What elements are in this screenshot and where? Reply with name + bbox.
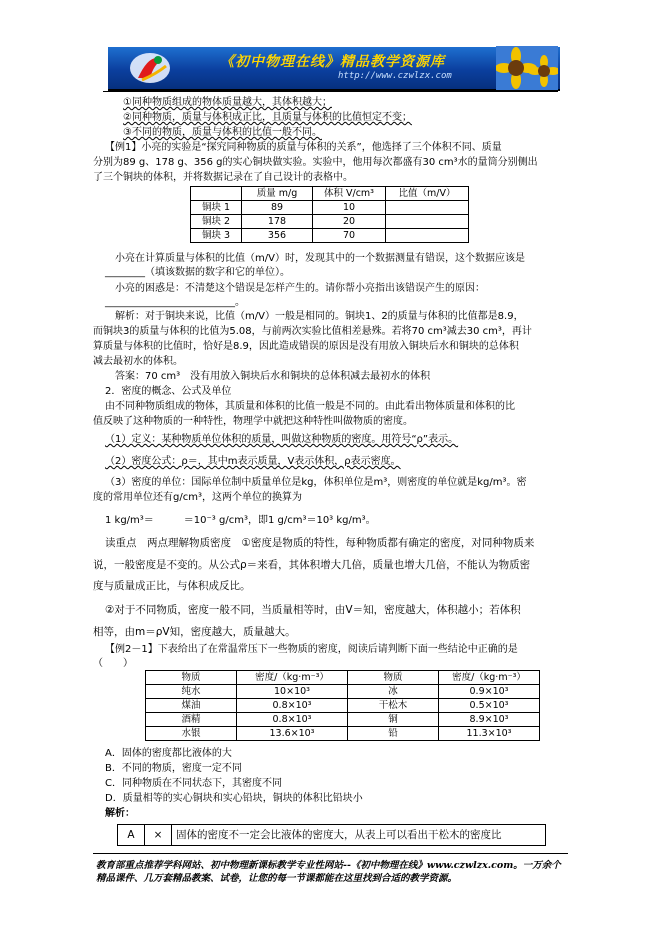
table-header-cell: 比值（m/V）	[386, 187, 469, 201]
table-cell: 8.9×10³	[439, 713, 540, 727]
table-cell: 356	[242, 229, 313, 243]
table-header-cell: 质量 m/g	[242, 187, 313, 201]
table-row	[146, 685, 540, 699]
table-row	[146, 727, 540, 741]
table-cell: 11.3×10³	[439, 727, 540, 741]
analysis-line-3: 算质量与体积的比值时，恰好是8.9，因此造成错误的原因是没有用放入铜块后水和铜块的总体积	[93, 341, 519, 352]
table-header-cell: 物质	[146, 671, 237, 685]
table-header-cell: 密度/（kg·m⁻³）	[237, 671, 348, 685]
analysis-line-4: 减去最初水的体积。	[93, 356, 183, 367]
table-cell: 70	[313, 229, 386, 243]
copper-block-table	[190, 186, 469, 243]
table-cell: 10×10³	[237, 685, 348, 699]
example-1-line-3: 了三个铜块的体积，并将数据记录在了自己设计的表格中。	[93, 172, 353, 183]
analysis-line-1: 解析：对于铜块来说，比值（m/V）一般是相同的。铜块1、2的质量与体积的比值都是8.9，	[115, 311, 524, 322]
paragraph-line-2: 值反映了这种物质的一种特性，物理学中就把这种特性叫做物质的密度。	[93, 416, 413, 427]
table-row	[191, 215, 469, 229]
definition-line: （1）定义：某种物质单位体积的质量，叫做这种物质的密度。用符号“ρ”表示。	[105, 434, 459, 445]
example-1-line-2: 分别为89 g、178 g、356 g的实心铜块做实验。实验中，他用每次都盛有30 cm³水的量筒分别侧出	[93, 157, 538, 168]
table-cell: 20	[313, 215, 386, 229]
table-cell: 0.8×10³	[237, 699, 348, 713]
section-2-heading: 2．密度的概念、公式及单位	[105, 386, 232, 397]
banner-url[interactable]: http://www.czwlzx.com	[338, 71, 452, 81]
option-c: C．同种物质在不同状态下，其密度不同	[105, 778, 282, 789]
table-cell: ×	[145, 825, 172, 846]
conversion-line: 1 kg/m³＝ ＝10⁻³ g/cm³，即1 g/cm³＝10³ kg/m³。	[105, 515, 376, 526]
header-divider	[103, 91, 558, 92]
table-cell: 0.5×10³	[439, 699, 540, 713]
table-header-row	[146, 671, 540, 685]
table-cell: 铜块 1	[191, 201, 242, 215]
table-header-cell: 物质	[348, 671, 439, 685]
analysis-line-2: 而铜块3的质量与体积的比值为5.08，与前两次实验比值相差悬殊。若将70 cm³减去30 cm³，再计	[93, 326, 532, 337]
table-cell: 铅	[348, 727, 439, 741]
table-row	[118, 825, 546, 846]
option-a: A．固体的密度都比液体的大	[105, 748, 232, 759]
table-cell: 13.6×10³	[237, 727, 348, 741]
question-1-line-1: 小亮在计算质量与体积的比值（m/V）时，发现其中的一个数据测量有错误，这个数据应该是	[115, 253, 525, 264]
table-cell	[386, 215, 469, 229]
option-b: B．不同的物质，密度一定不同	[105, 763, 242, 774]
option-d: D．质量相等的实心铜块和实心铅块，铜块的体积比铅块小	[105, 793, 363, 804]
table-cell	[386, 201, 469, 215]
table-cell: 酒精	[146, 713, 237, 727]
table-row	[191, 229, 469, 243]
key-point-line-1: 读重点 两点理解物质密度 ①密度是物质的特性，每种物质都有确定的密度，对同种物质来	[105, 537, 535, 549]
table-cell	[386, 229, 469, 243]
example-2-line-2: （ ）	[93, 658, 133, 669]
paragraph-line-1: 由不同种物质组成的物体，其质量和体积的比值一般是不同的。由此看出物体质量和体积的比	[105, 401, 515, 412]
table-row	[191, 201, 469, 215]
table-cell: 铜	[348, 713, 439, 727]
option-3: ③不同的物质，质量与体积的比值一般不同。	[123, 127, 322, 138]
logo-icon	[128, 50, 172, 86]
table-cell: 水银	[146, 727, 237, 741]
unit-line-1: （3）密度的单位：国际单位制中质量单位是kg，体积单位是m³，则密度的单位就是kg/m³。密	[105, 477, 527, 488]
footer-text: 教育部重点推荐学科网站、初中物理新课标教学专业性网站--《初中物理在线》www.czwlzx.com。一万余个精品课件、几万套精品教案、试卷，让您的每一节课都能在这里找到合适的教学资源。	[96, 860, 561, 884]
example-1-line-1: 【例1】小亮的实验是“探究同种物质的质量与体积的关系”，他选择了三个体积不同、质量	[105, 142, 502, 153]
table-cell: 铜块 3	[191, 229, 242, 243]
analysis-label: 解析：	[105, 808, 135, 819]
table-cell: 干松木	[348, 699, 439, 713]
table-header-cell: 体积 V/cm³	[313, 187, 386, 201]
footer-divider	[93, 853, 568, 854]
table-cell: 纯水	[146, 685, 237, 699]
table-cell: 0.9×10³	[439, 685, 540, 699]
banner-title: 《初中物理在线》精品教学资源库	[220, 54, 445, 70]
table-row	[146, 699, 540, 713]
unit-line-2: 度的常用单位还有g/cm³，这两个单位的换算为	[93, 492, 302, 503]
table-row	[146, 713, 540, 727]
analysis-table	[117, 824, 546, 846]
sunflower-icon	[496, 46, 558, 90]
formula-line: （2）密度公式：ρ＝，其中m表示质量，V表示体积，ρ表示密度。	[105, 456, 401, 467]
key-point-line-4: ②对于不同物质，密度一般不同，当质量相等时，由V＝知，密度越大，体积越小；若体积	[105, 604, 521, 616]
table-cell: 铜块 2	[191, 215, 242, 229]
answer-line: 答案：70 cm³ 没有用放入铜块后水和铜块的总体积减去最初水的体积	[115, 371, 431, 382]
question-2-line-1: 小亮的困惑是：不清楚这个错误是怎样产生的。请你帮小亮指出该错误产生的原因：	[115, 283, 485, 294]
key-point-line-5: 相等，由m＝ρV知，密度越大，质量越大。	[93, 626, 296, 638]
table-cell: 固体的密度不一定会比液体的密度大，从表上可以看出干松木的密度比	[172, 825, 546, 846]
example-2-line-1: 【例2－1】下表给出了在常温常压下一些物质的密度，阅读后请判断下面一些结论中正确的是	[105, 644, 518, 655]
table-header-cell	[191, 187, 242, 201]
option-1: ①同种物质组成的物体质量越大，其体积越大；	[123, 97, 332, 108]
table-cell: 89	[242, 201, 313, 215]
header-banner	[108, 47, 560, 91]
table-cell: A	[118, 825, 145, 846]
density-table	[145, 670, 540, 741]
table-cell: 煤油	[146, 699, 237, 713]
table-cell: 10	[313, 201, 386, 215]
option-2: ②同种物质，质量与体积成正比，且质量与体积的比值恒定不变；	[123, 112, 412, 123]
question-1-line-2: ________（填该数据的数字和它的单位）。	[105, 267, 290, 278]
table-cell: 0.8×10³	[237, 713, 348, 727]
question-2-line-2: __________________________。	[105, 297, 245, 308]
table-header-row	[191, 187, 469, 201]
key-point-line-2: 说，一般密度是不变的。从公式ρ＝来看，其体积增大几倍，质量也增大几倍，不能认为物质密	[93, 559, 531, 571]
table-header-cell: 密度/（kg·m⁻³）	[439, 671, 540, 685]
table-cell: 178	[242, 215, 313, 229]
table-cell: 冰	[348, 685, 439, 699]
key-point-line-3: 度与质量成正比，与体积成反比。	[93, 580, 251, 592]
